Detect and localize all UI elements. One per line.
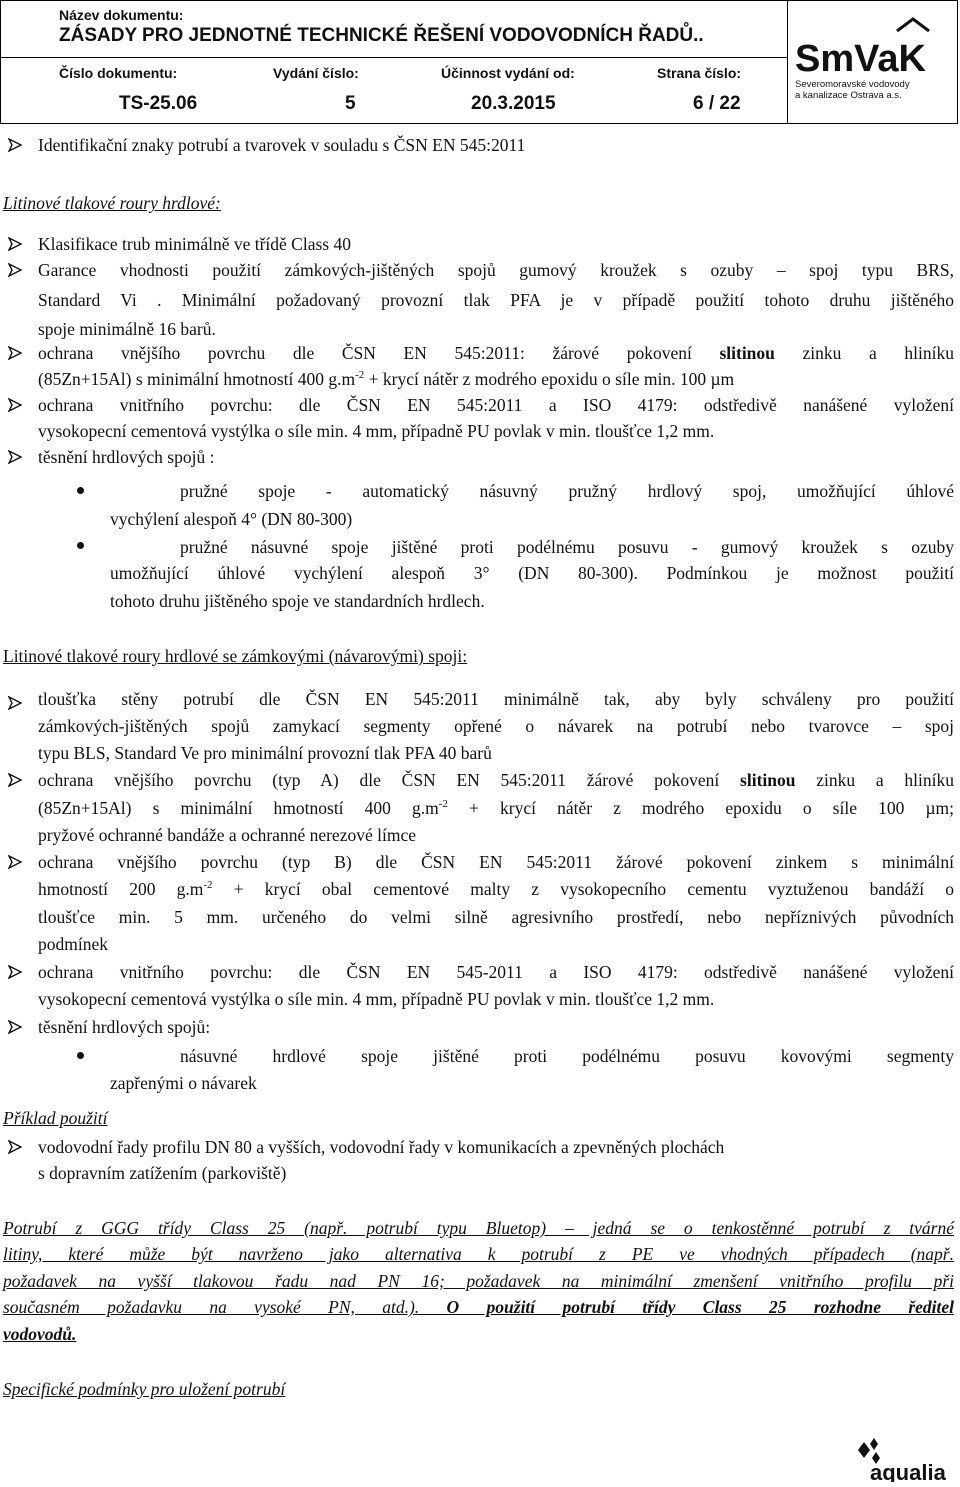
s1-outer-protection-2: (85Zn+15Al) s minimální hmotností 400 $g.m^{-2}$ + krycí nátěr z modrého epoxidu o síle min. 100 µm (38, 369, 735, 389)
arrow-bullet-icon (8, 263, 22, 277)
smvak-logo (789, 1, 957, 123)
dot-bullet (77, 487, 84, 494)
s1-flex-1: pružné spoje - automatický násuvný pružný hrdlový spoj, umožňující úhlové (180, 481, 954, 501)
s1-class-line: Klasifikace trub minimálně ve třídě Class 40 (38, 234, 351, 254)
logo-text: SmVaK (795, 38, 926, 80)
arrow-bullet-icon (8, 1140, 22, 1154)
effective-date: 20.3.2015 (471, 93, 556, 114)
section-heading-2: Litinové tlakové roury hrdlové se zámkovými (návarovými) spoji: (3, 646, 468, 666)
arrow-bullet-icon (8, 1020, 22, 1034)
arrow-bullet-icon (8, 398, 22, 412)
s2-thickness-2: zámkových-jištěných spojů zamykací segmenty opřené o návarek na potrubí nebo tvarovce – spoj (38, 716, 954, 736)
section-heading-1: Litinové tlakové roury hrdlové: (3, 193, 221, 213)
s2-push-2: zapřenými o návarek (110, 1073, 257, 1093)
ggg-note-1: Potrubí z GGG třídy Class 25 (např. potrubí typu Bluetop) – jedná se o tenkostěnné potrubí z tvárné (3, 1218, 954, 1238)
s1-guarantee-3: spoje minimálně 16 barů. (38, 319, 216, 339)
s2-thickness-3: typu BLS, Standard Ve pro minimální provozní tlak PFA 40 barů (38, 743, 492, 763)
s2-outer-b-1: ochrana vnějšího povrchu (typ B) dle ČSN EN 545:2011 žárové pokovení zinkem s minimální (38, 852, 954, 872)
s1-flex-2: vychýlení alespoň 4° (DN 80-300) (110, 509, 353, 529)
aqualia-logo (850, 1436, 958, 1482)
s2-outer-b-3: tloušťce min. 5 mm. určeného do velmi silně agresivního prostředí, nebo nepříznivých původních (38, 907, 954, 927)
s2-outer-a-3: pryžové ochranné bandáže a ochranné nerezové límce (38, 825, 416, 845)
arrow-bullet-icon (8, 696, 22, 710)
s1-inner-protection-1: ochrana vnitřního povrchu: dle ČSN EN 545:2011 a ISO 4179: odstředivě nanášené vyložení (38, 395, 954, 415)
header-title-row (1, 1, 787, 58)
s1-outer-protection-1: ochrana vnějšího povrchu dle ČSN EN 545:2011: žárové pokovení slitinou zinku a hliníku (38, 343, 955, 363)
s2-outer-b-4: podmínek (38, 934, 108, 954)
doc-name: ZÁSADY PRO JEDNOTNÉ TECHNICKÉ ŘEŠENÍ VODOVODNÍCH ŘADŮ.. (59, 25, 704, 46)
page-number: 6 / 22 (693, 93, 741, 114)
s2-thickness-1: tloušťka stěny potrubí dle ČSN EN 545:2011 minimálně tak, aby byly schváleny pro použití (38, 689, 954, 709)
dot-bullet (77, 542, 84, 549)
s2-push-1: násuvné hrdlové spoje jištěné proti podélnému posuvu kovovými segmenty (180, 1046, 954, 1066)
document-header (0, 0, 958, 124)
doc-number-label: Číslo dokumentu: (59, 65, 178, 81)
issue-label: Vydání číslo: (273, 65, 359, 81)
ggg-note-4: současném požadavku na vysoké PN, atd.). O použití potrubí třídy Class 25 rozhodne ředitel (3, 1297, 955, 1317)
arrow-bullet-icon (8, 773, 22, 787)
section-heading-3: Příklad použití (3, 1108, 108, 1128)
s1-flex-secured-1: pružné násuvné spoje jištěné proti podélnému posuvu - gumový kroužek s ozuby (180, 537, 954, 557)
header-info (1, 1, 788, 123)
s1-guarantee-2: Standard Vi . Minimální požadovaný provozní tlak PFA je v případě použití tohoto druhu jištěného (38, 290, 954, 310)
ggg-note-3: požadavek na vyšší tlakovou řadu nad PN 16; požadavek na minimální zmenšení vnitřního profilu při (3, 1271, 954, 1291)
s1-flex-secured-3: tohoto druhu jištěného spoje ve standardních hrdlech. (110, 591, 485, 611)
page-label: Strana číslo: (657, 65, 742, 81)
s2-inner-2: vysokopecní cementová vystýlka o síle min. 4 mm, případně PU povlak v min. tloušťce 1,2 mm. (38, 989, 715, 1009)
arrow-bullet-icon (8, 965, 22, 979)
logo-sub2: a kanalizace Ostrava a.s. (795, 90, 902, 101)
arrow-bullet-icon (8, 346, 22, 360)
identification-line: Identifikační znaky potrubí a tvarovek v souladu s ČSN EN 545:2011 (38, 135, 526, 155)
ggg-note-5: vodovodů. (3, 1324, 77, 1344)
aqualia-logo-text: aqualia (870, 1460, 946, 1482)
arrow-bullet-icon (8, 237, 22, 251)
section-heading-4: Specifické podmínky pro uložení potrubí (3, 1379, 286, 1399)
s3-usage-2: s dopravním zatížením (parkoviště) (38, 1163, 287, 1183)
s1-seals: těsnění hrdlových spojů : (38, 447, 215, 467)
dot-bullet (77, 1052, 84, 1059)
s1-guarantee-1: Garance vhodnosti použití zámkových-jištěných spojů gumový kroužek s ozuby – spoj typu BRS, (38, 260, 954, 280)
arrow-bullet-icon (8, 138, 22, 152)
arrow-bullet-icon (8, 450, 22, 464)
s3-usage-1: vodovodní řady profilu DN 80 a vyšších, vodovodní řady v komunikacích a zpevněných plochách (38, 1137, 725, 1157)
doc-number: TS-25.06 (119, 93, 198, 114)
doc-name-label: Název dokumentu: (59, 7, 184, 23)
s1-inner-protection-2: vysokopecní cementová vystýlka o síle min. 4 mm, případně PU povlak v min. tloušťce 1,2 mm. (38, 421, 715, 441)
effective-label: Účinnost vydání od: (441, 65, 575, 81)
s2-outer-b-2: hmotností 200 $g.m^{-2}$ + krycí obal cementové malty z vysokopecního cementu vyztuženou bandáží o (38, 879, 955, 899)
arrow-bullet-icon (8, 855, 22, 869)
logo-sub1: Severomoravské vodovody (795, 79, 910, 90)
ggg-note-2: litiny, které může být navrženo jako alternativa k potrubí z PE ve vhodných případech (např. (3, 1244, 954, 1264)
s2-outer-a-2: (85Zn+15Al) s minimální hmotností 400 $g.m^{-2}$ + krycí nátěr z modrého epoxidu o síle 100 µm; (38, 798, 954, 818)
issue-number: 5 (345, 93, 356, 114)
s1-flex-secured-2: umožňující úhlové vychýlení alespoň 3° (DN 80-300). Podmínkou je možnost použití (110, 563, 954, 583)
s2-outer-a-1: ochrana vnějšího povrchu (typ A) dle ČSN EN 545:2011 žárové pokovení slitinou zinku a hliníku (38, 770, 955, 790)
s2-inner-1: ochrana vnitřního povrchu: dle ČSN EN 545-2011 a ISO 4179: odstředivě nanášené vyložení (38, 962, 954, 982)
s2-seals: těsnění hrdlových spojů: (38, 1017, 211, 1037)
